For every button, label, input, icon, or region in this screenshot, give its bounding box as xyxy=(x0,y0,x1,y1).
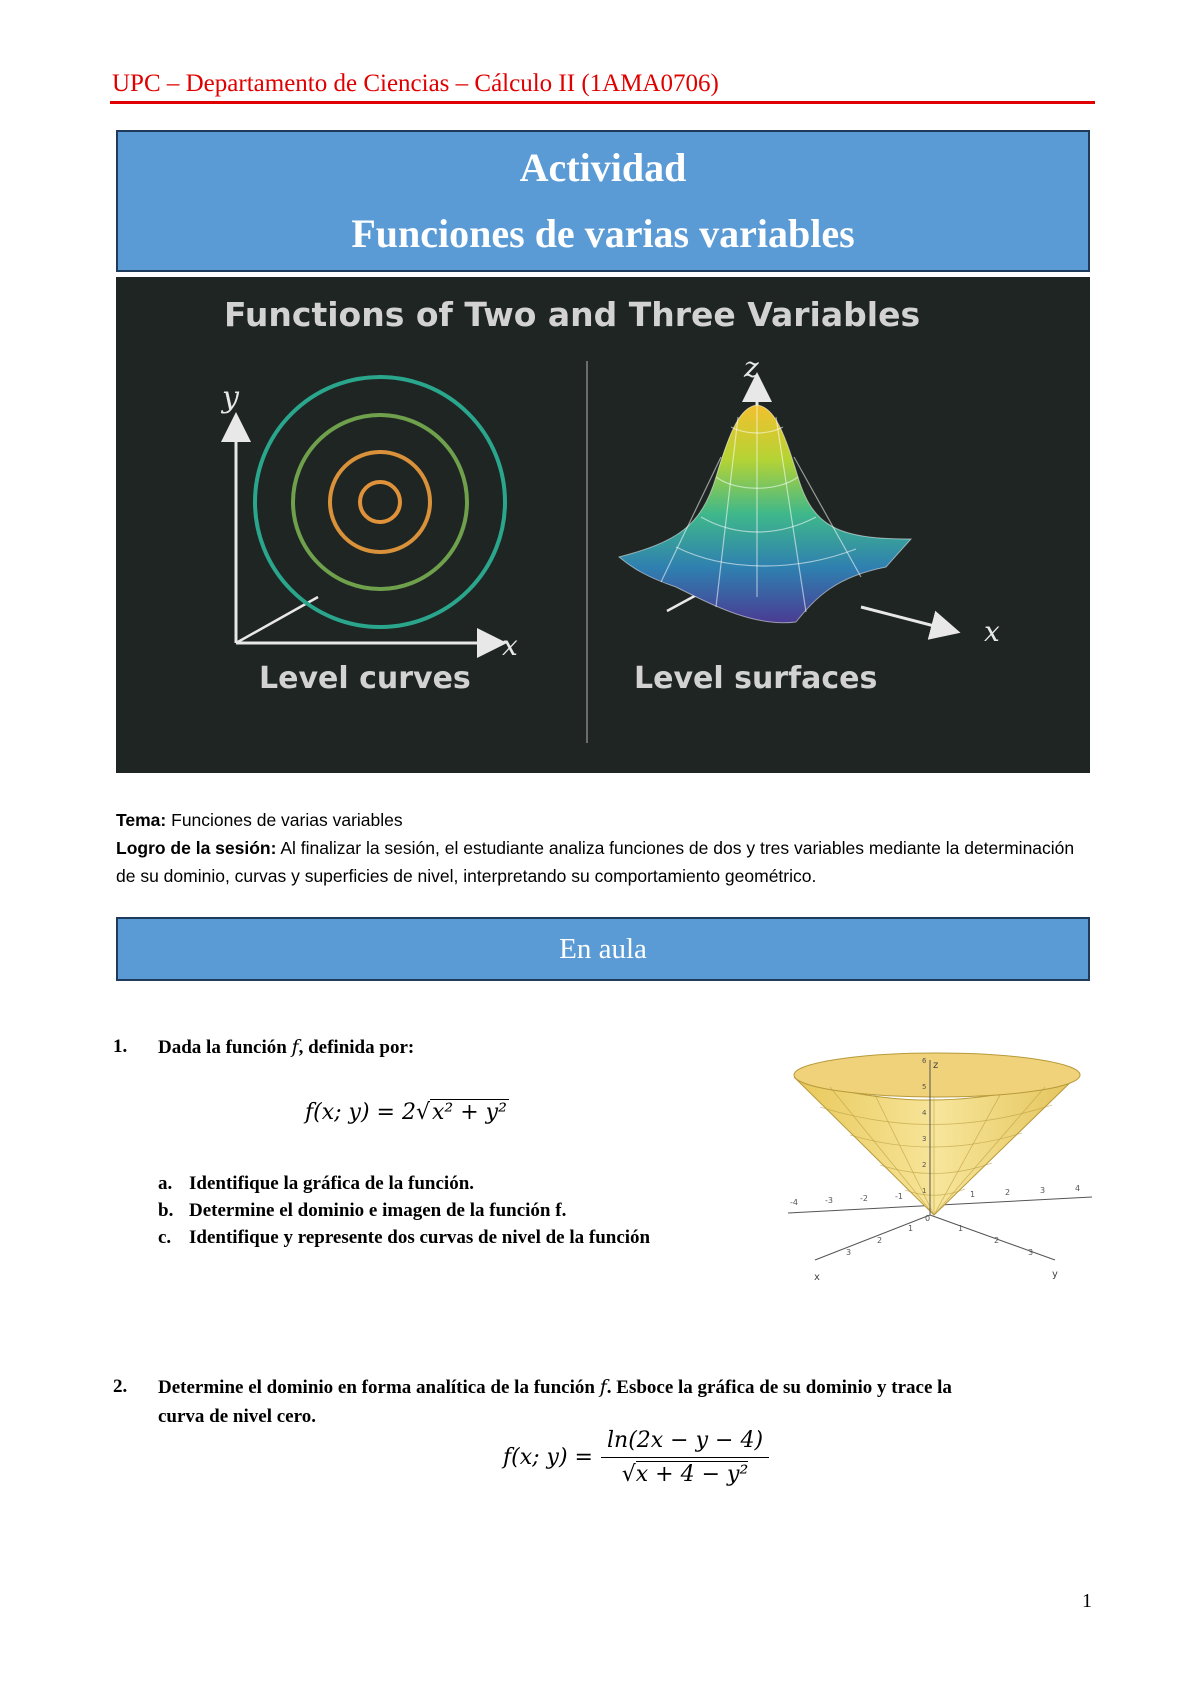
banner-background xyxy=(116,277,1090,773)
question-1-subitems xyxy=(158,1170,678,1251)
section-en-aula: En aula xyxy=(116,917,1090,981)
question-2 xyxy=(113,1372,1103,1427)
banner-heading: Functions of Two and Three Variables xyxy=(224,295,921,334)
subitem-a: a. Identifique la gráfica de la función. xyxy=(158,1173,475,1194)
question-2-number: 2. xyxy=(113,1376,128,1397)
question-1-formula: f(x; y) = 2√x² + y² xyxy=(305,1100,507,1125)
caption-level-curves: Level curves xyxy=(259,661,471,696)
question-2-formula: f(x; y) = $\frac{\ln(2x - y - 4)}{\text{√x + 4 − y²}}$ xyxy=(503,1428,769,1487)
svg-text:-4: -4 xyxy=(790,1198,798,1207)
cone-y-label: y xyxy=(1052,1269,1058,1280)
svg-text:1: 1 xyxy=(958,1224,964,1233)
cone-xy-ticks xyxy=(846,1224,1033,1257)
title-line-2: Funciones de varias variables xyxy=(351,211,855,256)
svg-text:3: 3 xyxy=(1040,1186,1046,1195)
title-box xyxy=(116,130,1090,272)
question-2-stem: Determine el dominio en forma analítica de la función f. Esboce la gráfica de su dominio y trace la xyxy=(158,1376,952,1398)
axis-y xyxy=(930,1215,1055,1260)
title-line-1: Actividad xyxy=(519,145,687,190)
svg-text:1: 1 xyxy=(970,1190,976,1199)
svg-text:-3: -3 xyxy=(825,1196,833,1205)
svg-text:2: 2 xyxy=(994,1236,1000,1245)
svg-text:4: 4 xyxy=(1075,1184,1081,1193)
svg-text:-2: -2 xyxy=(860,1194,868,1203)
header-title: UPC – Departamento de Ciencias – Cálculo II (1AMA0706) xyxy=(112,70,719,97)
svg-text:3: 3 xyxy=(922,1135,927,1143)
axis-y-label: y xyxy=(222,380,239,415)
subitem-c: c. Identifique y represente dos curvas de nivel de la función xyxy=(158,1227,651,1248)
cone-z-label: z xyxy=(933,1060,939,1071)
svg-text:5: 5 xyxy=(922,1083,927,1091)
axis-x-label: x xyxy=(502,629,518,662)
axis-x xyxy=(815,1215,930,1260)
svg-text:0: 0 xyxy=(925,1214,931,1223)
cone-x-label: x xyxy=(814,1272,820,1283)
fraction: $\frac{\ln(2x - y - 4)}{\text{√x + 4 − y²}}$ xyxy=(601,1428,769,1487)
tema-label: Tema: xyxy=(116,810,167,830)
caption-level-surfaces: Level surfaces xyxy=(634,661,878,696)
cone-graph xyxy=(780,1025,1100,1295)
logro-label: Logro de la sesión: xyxy=(116,838,277,858)
subitem-b: b. Determine el dominio e imagen de la función f. xyxy=(158,1200,567,1221)
svg-text:2: 2 xyxy=(1005,1188,1011,1197)
session-info xyxy=(116,806,1096,890)
svg-text:3: 3 xyxy=(846,1248,852,1257)
svg-text:2: 2 xyxy=(922,1161,927,1169)
question-1-number: 1. xyxy=(113,1036,128,1057)
tema-row xyxy=(116,806,1096,834)
svg-text:2: 2 xyxy=(877,1236,883,1245)
svg-text:1: 1 xyxy=(922,1187,927,1195)
question-1-stem: Dada la función f, definida por: xyxy=(158,1036,415,1058)
surface-z-label: z xyxy=(744,351,759,384)
svg-text:6: 6 xyxy=(922,1057,927,1065)
question-1 xyxy=(113,1036,415,1058)
logro-row xyxy=(116,834,1096,890)
tema-value: Funciones de varias variables xyxy=(171,810,403,830)
page-number: 1 xyxy=(1082,1590,1092,1612)
banner-illustration xyxy=(116,277,1090,773)
svg-text:3: 3 xyxy=(1028,1248,1034,1257)
svg-text:1: 1 xyxy=(908,1224,914,1233)
header-rule xyxy=(110,101,1095,104)
surface-x-label: x xyxy=(984,615,1000,648)
svg-text:-1: -1 xyxy=(895,1192,903,1201)
svg-text:4: 4 xyxy=(922,1109,927,1117)
question-2-stem-line2: curva de nivel cero. xyxy=(158,1406,316,1427)
logro-value: Al finalizar la sesión, el estudiante analiza funciones de dos y tres variables mediante la determinación de su dominio, curvas y superficies de nivel, interpretando su comportamiento geométrico. xyxy=(116,838,1075,886)
